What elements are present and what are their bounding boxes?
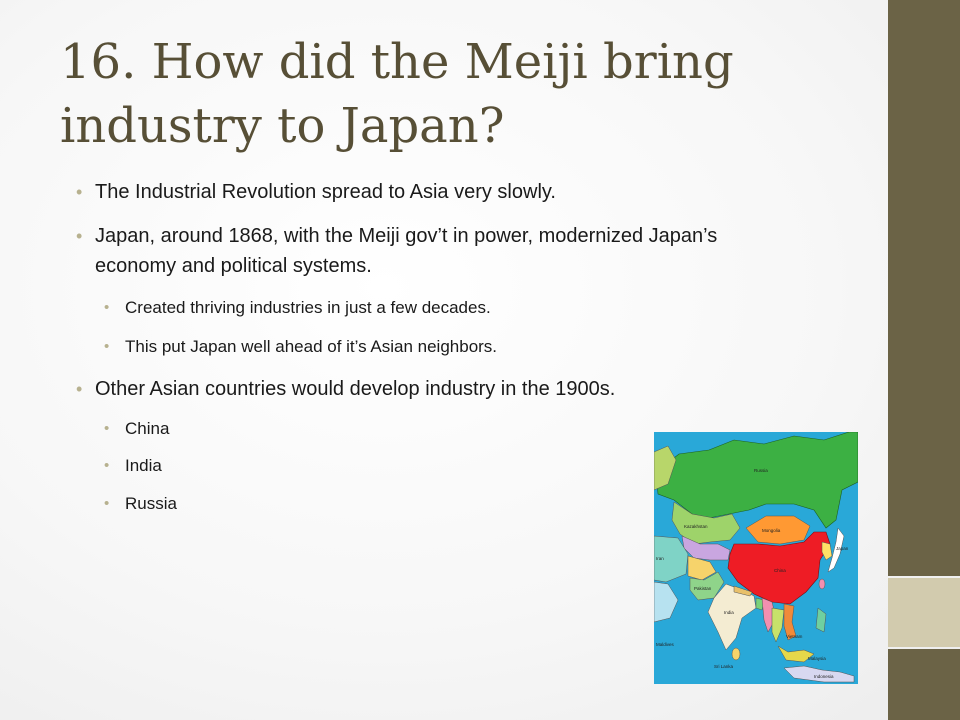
- bullet-text: Russia: [125, 494, 177, 513]
- svg-text:Malaysia: Malaysia: [808, 656, 826, 661]
- svg-text:China: China: [774, 568, 786, 573]
- bullet-text: China: [125, 419, 170, 438]
- svg-text:Kazakhstan: Kazakhstan: [684, 524, 708, 529]
- bullet-item: [76, 221, 755, 281]
- sub-bullet-item: [104, 334, 825, 360]
- sub-bullet-item: [104, 295, 825, 321]
- svg-text:Maldives: Maldives: [656, 642, 674, 647]
- svg-text:Russia: Russia: [754, 468, 768, 473]
- bullet-item: [76, 374, 815, 404]
- bullet-dot-icon: •: [76, 226, 83, 246]
- svg-text:Indonesia: Indonesia: [814, 674, 834, 679]
- svg-text:Mongolia: Mongolia: [762, 528, 781, 533]
- bullet-text: The Industrial Revolution spread to Asia very slowly.: [95, 181, 556, 203]
- sidebar-bar-bottom: [888, 649, 960, 720]
- bullet-dot-icon: •: [104, 299, 110, 316]
- bullet-dot-icon: •: [76, 379, 83, 399]
- bullet-dot-icon: •: [104, 420, 110, 437]
- sidebar-bar-accent: [888, 578, 960, 647]
- svg-text:India: India: [724, 610, 734, 615]
- map-region-sri-lanka: [732, 648, 740, 660]
- svg-text:Sri Lanka: Sri Lanka: [714, 664, 734, 669]
- asia-map-graphic: [654, 432, 858, 684]
- bullet-dot-icon: •: [104, 338, 110, 355]
- svg-text:Iran: Iran: [656, 556, 664, 561]
- asia-map-image: [654, 432, 858, 684]
- svg-text:Vietnam: Vietnam: [786, 634, 803, 639]
- bullet-text: This put Japan well ahead of it’s Asian neighbors.: [125, 337, 498, 356]
- svg-text:Japan: Japan: [836, 546, 849, 551]
- bullet-dot-icon: •: [104, 457, 110, 474]
- bullet-dot-icon: •: [104, 495, 110, 512]
- bullet-text: Created thriving industries in just a few decades.: [125, 298, 491, 317]
- slide-title: 16. How did the Meiji bring industry to Japan?: [60, 34, 734, 154]
- bullet-item: [76, 177, 815, 207]
- svg-text:Pakistan: Pakistan: [694, 586, 712, 591]
- map-region-korea: [822, 542, 832, 560]
- bullet-text: Japan, around 1868, with the Meiji gov’t in power, modernized Japan’s economy and political systems.: [95, 225, 718, 277]
- bullet-text: Other Asian countries would develop industry in the 1900s.: [95, 378, 616, 400]
- sidebar-bar-top: [888, 0, 960, 576]
- map-region-middle-east: [654, 582, 678, 622]
- map-region-philippines: [816, 608, 826, 632]
- map-region-thailand: [772, 608, 784, 642]
- bullet-dot-icon: •: [76, 182, 83, 202]
- map-region-taiwan: [819, 579, 825, 589]
- bullet-text: India: [125, 456, 162, 475]
